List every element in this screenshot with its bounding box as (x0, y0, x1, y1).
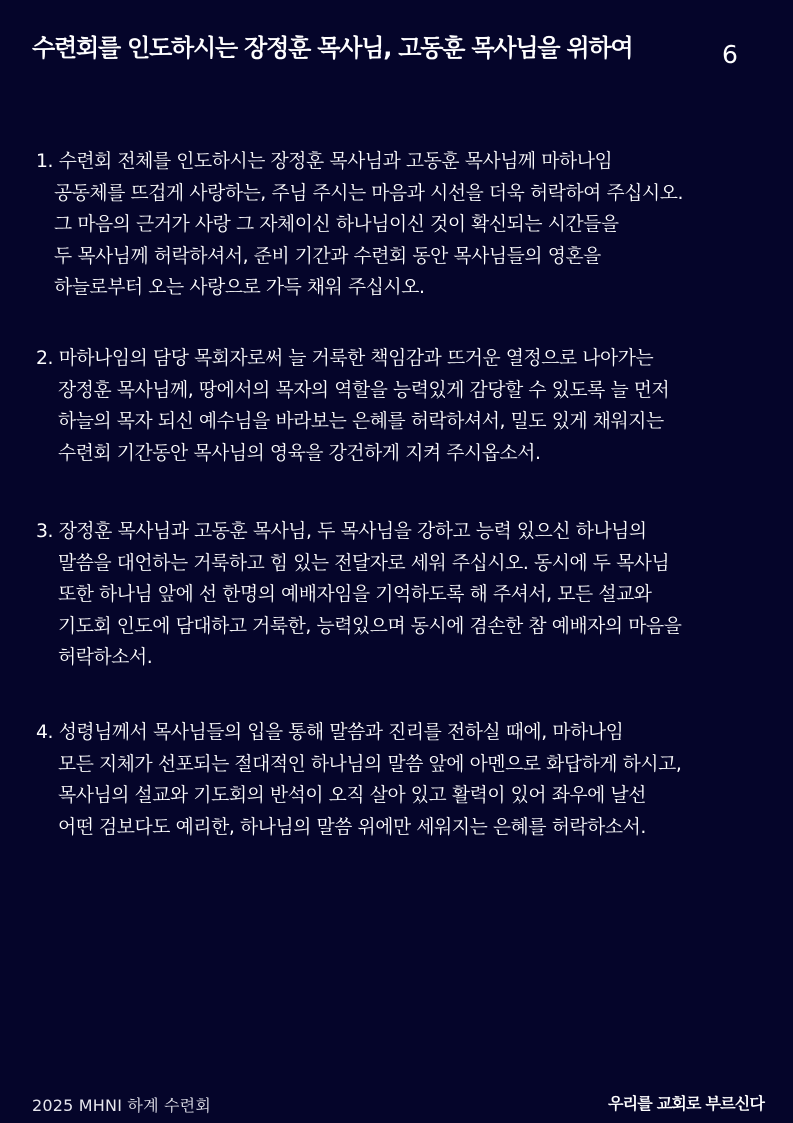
prayer-item-4 (36, 717, 786, 843)
prayer-line: 하늘의 목자 되신 예수님을 바라보는 은혜를 허락하셔서, 밀도 있게 채워지는 (58, 411, 664, 432)
prayer-line: 하늘로부터 오는 사랑으로 가득 채워 주십시오. (54, 277, 425, 298)
footer-slogan: 우리를 교회로 부르신다 (608, 1094, 765, 1113)
prayer-line: 어떤 검보다도 예리한, 하나님의 말씀 위에만 세워지는 은혜를 허락하소서. (58, 816, 646, 838)
prayer-line: 공동체를 뜨겁게 사랑하는, 주님 주시는 마음과 시선을 더욱 허락하여 주십시오. (54, 182, 684, 204)
prayer-line: 또한 하나님 앞에 선 한명의 예배자임을 기억하도록 해 주셔서, 모든 설교와 (58, 584, 652, 605)
footer-event-label: 2025 MHNI 하계 수련회 (32, 1096, 211, 1115)
prayer-line: 장정훈 목사님께, 땅에서의 목자의 역할을 능력있게 감당할 수 있도록 늘 먼저 (58, 379, 670, 401)
page-number: 6 (722, 40, 738, 69)
prayer-item-3 (36, 516, 786, 674)
prayer-line: 기도회 인도에 담대하고 거룩한, 능력있으며 동시에 겸손한 참 예배자의 마음을 (58, 615, 682, 637)
prayer-line: 모든 지체가 선포되는 절대적인 하나님의 말씀 앞에 아멘으로 화답하게 하시고, (58, 753, 682, 775)
page-title: 수련회를 인도하시는 장정훈 목사님, 고동훈 목사님을 위하여 (32, 34, 633, 62)
prayer-line: 4. 성령님께서 목사님들의 입을 통해 말씀과 진리를 전하실 때에, 마하나임 (36, 722, 624, 743)
prayer-line: 그 마음의 근거가 사랑 그 자체이신 하나님이신 것이 확신되는 시간들을 (54, 214, 619, 235)
prayer-line: 수련회 기간동안 목사님의 영육을 강건하게 지켜 주시옵소서. (58, 442, 541, 464)
prayer-line: 두 목사님께 허락하셔서, 준비 기간과 수련회 동안 목사님들의 영혼을 (54, 245, 601, 267)
prayer-item-1 (36, 146, 786, 304)
prayer-line: 목사님의 설교와 기도회의 반석이 오직 살아 있고 활력이 있어 좌우에 날선 (58, 785, 646, 806)
prayer-line: 허락하소서. (58, 647, 153, 668)
prayer-line: 말씀을 대언하는 거룩하고 힘 있는 전달자로 세워 주십시오. 동시에 두 목사님 (58, 552, 670, 574)
prayer-line: 1. 수련회 전체를 인도하시는 장정훈 목사님과 고동훈 목사님께 마하나임 (36, 151, 613, 172)
prayer-item-2 (36, 343, 786, 469)
prayer-line: 3. 장정훈 목사님과 고동훈 목사님, 두 목사님을 강하고 능력 있으신 하나님의 (36, 521, 647, 542)
prayer-line: 2. 마하나임의 담당 목회자로써 늘 거룩한 책임감과 뜨거운 열정으로 나아가는 (36, 348, 654, 369)
